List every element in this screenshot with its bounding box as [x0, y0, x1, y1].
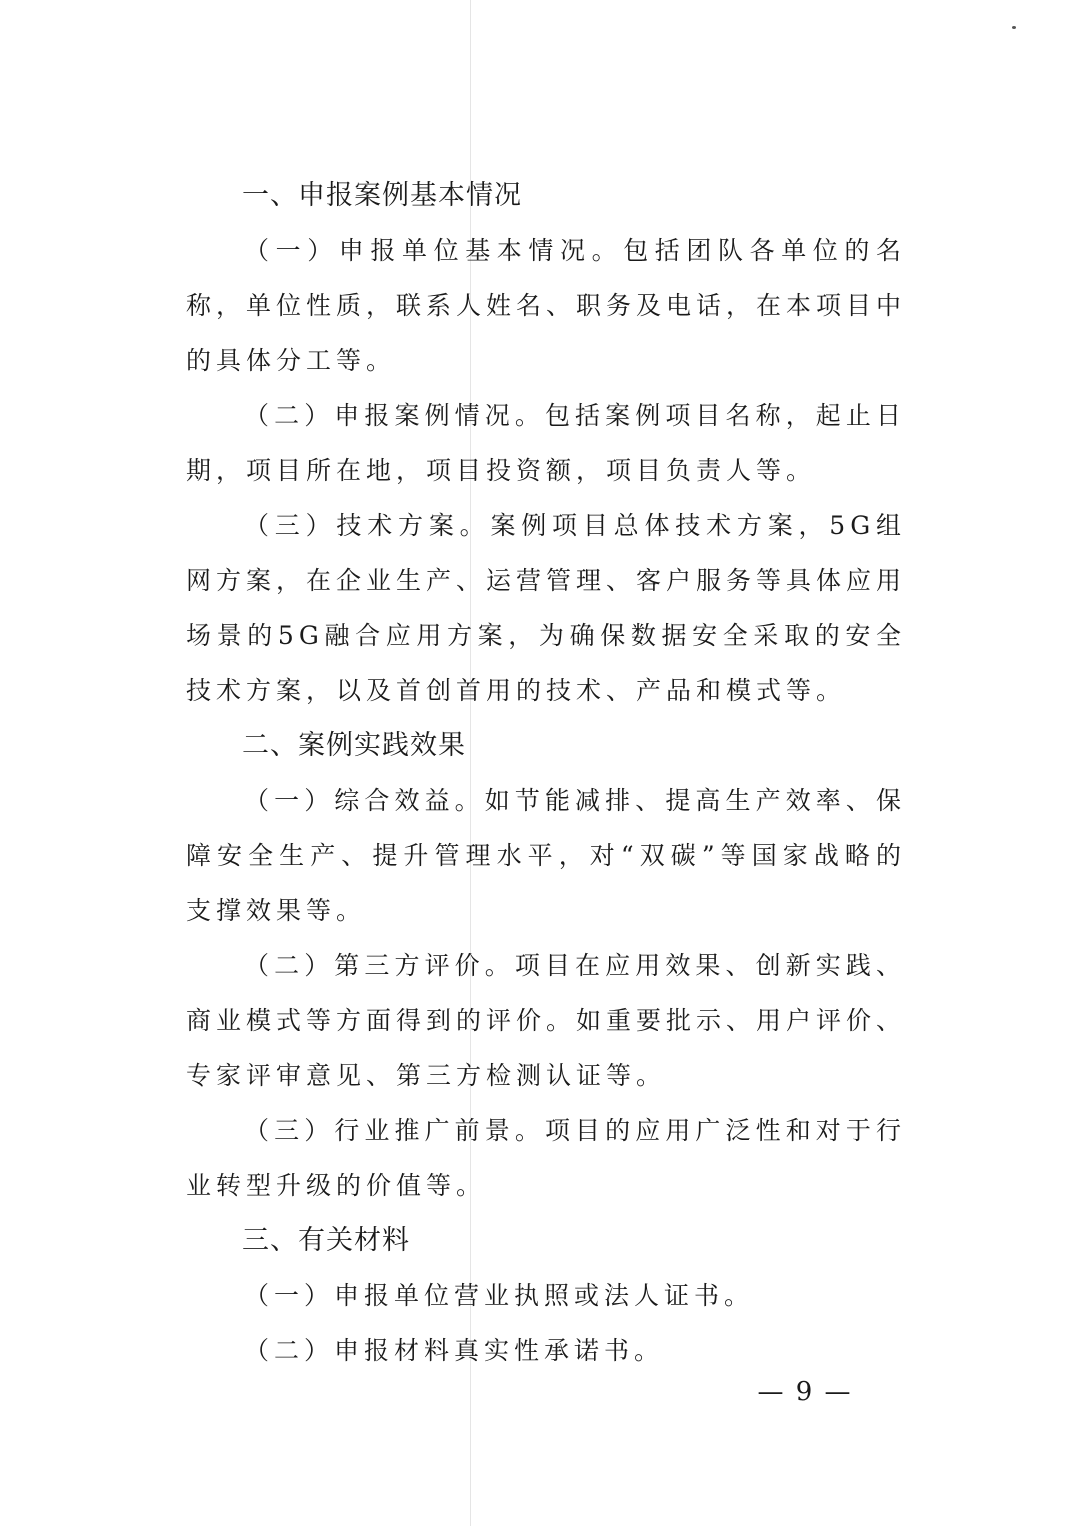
document-body — [186, 168, 906, 1378]
paragraph: （三）技术方案。案例项目总体技术方案，5G组网方案，在企业生产、运营管理、客户服务等具体应用场景的5G融合应用方案，为确保数据安全采取的安全技术方案，以及首创首用的技术、产品和模式等。 — [186, 511, 907, 705]
paragraph: （一）申报单位基本情况。包括团队各单位的名称，单位性质，联系人姓名、职务及电话，在本项目中的具体分工等。 — [186, 236, 907, 375]
section-heading: 三、有关材料 — [242, 1225, 410, 1256]
page-number: — 9 — — [757, 1377, 853, 1407]
paragraph: （三）行业推广前景。项目的应用广泛性和对于行业转型升级的价值等。 — [186, 1116, 906, 1200]
paragraph: （二）申报案例情况。包括案例项目名称，起止日期，项目所在地，项目投资额，项目负责人等。 — [186, 401, 906, 485]
section-heading: 二、案例实践效果 — [242, 730, 466, 761]
section-heading: 一、申报案例基本情况 — [242, 180, 522, 211]
section-materials — [186, 1213, 906, 1378]
paragraph: （二）申报材料真实性承诺书。 — [244, 1336, 665, 1365]
paragraph: （二）第三方评价。项目在应用效果、创新实践、商业模式等方面得到的评价。如重要批示、用户评价、专家评审意见、第三方检测认证等。 — [186, 951, 907, 1090]
section-practice-effect — [186, 718, 906, 1213]
section-basic-info — [186, 168, 906, 718]
paragraph: （一）申报单位营业执照或法人证书。 — [244, 1281, 755, 1310]
paragraph: （一）综合效益。如节能减排、提高生产效率、保障安全生产、提升管理水平，对“双碳”等国家战略的支撑效果等。 — [186, 786, 906, 925]
scan-speck — [1012, 26, 1016, 29]
